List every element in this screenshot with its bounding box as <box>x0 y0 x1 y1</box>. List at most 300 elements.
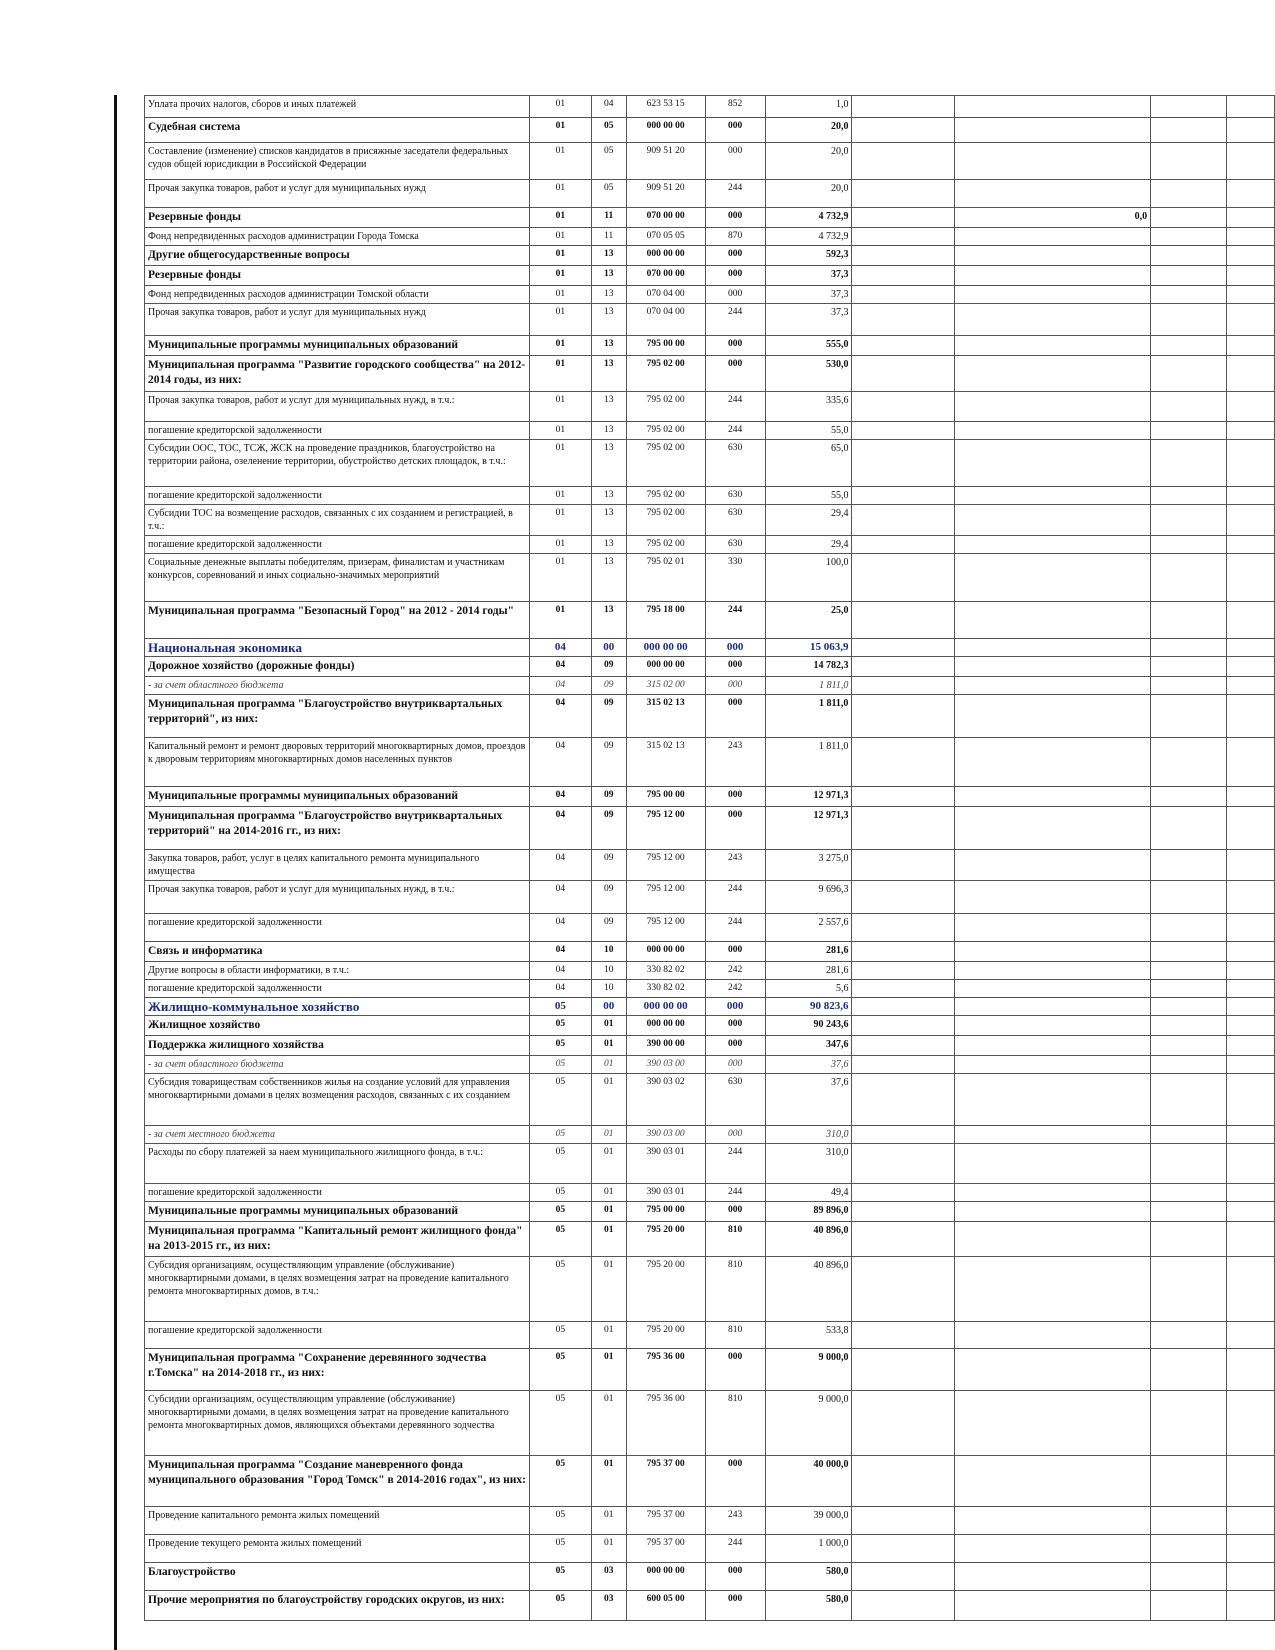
row-empty-cell <box>852 440 955 487</box>
table-row <box>145 304 1275 336</box>
row-extra-amount <box>955 1507 1151 1535</box>
row-name: Субсидия товариществам собственников жилья на создание условий для управления многоквартирными домами в целях возмещения расходов, связанных с их созданием <box>145 1074 530 1126</box>
row-extra-amount <box>955 998 1151 1016</box>
row-amount: 55,0 <box>765 422 852 440</box>
row-empty-cell <box>1227 1016 1275 1036</box>
row-empty-cell <box>1227 246 1275 266</box>
row-section-code: 05 <box>530 1144 592 1184</box>
row-empty-cell <box>1151 487 1227 505</box>
row-empty-cell <box>852 208 955 228</box>
row-empty-cell <box>852 787 955 807</box>
row-empty-cell <box>852 1056 955 1074</box>
row-empty-cell <box>1227 914 1275 942</box>
row-section-code: 05 <box>530 1126 592 1144</box>
table-row <box>145 228 1275 246</box>
row-empty-cell <box>852 336 955 356</box>
row-name: Жилищное хозяйство <box>145 1016 530 1036</box>
row-empty-cell <box>852 180 955 208</box>
row-expense-type: 000 <box>705 1036 765 1056</box>
row-empty-cell <box>852 1222 955 1257</box>
row-empty-cell <box>1151 850 1227 881</box>
row-amount: 20,0 <box>765 118 852 143</box>
row-target-article: 000 00 00 <box>626 998 705 1016</box>
row-target-article: 070 05 05 <box>626 228 705 246</box>
table-row <box>145 962 1275 980</box>
row-amount: 9 000,0 <box>765 1391 852 1456</box>
row-section-code: 01 <box>530 266 592 286</box>
row-section-code: 04 <box>530 914 592 942</box>
row-subsection-code: 13 <box>591 602 626 639</box>
row-expense-type: 000 <box>705 246 765 266</box>
row-empty-cell <box>852 980 955 998</box>
row-name: погашение кредиторской задолженности <box>145 487 530 505</box>
row-section-code: 05 <box>530 1349 592 1391</box>
row-target-article: 000 00 00 <box>626 1016 705 1036</box>
budget-table <box>144 95 1275 1621</box>
row-target-article: 909 51 20 <box>626 143 705 180</box>
row-section-code: 01 <box>530 487 592 505</box>
row-subsection-code: 13 <box>591 286 626 304</box>
row-expense-type: 244 <box>705 1535 765 1563</box>
row-subsection-code: 03 <box>591 1563 626 1591</box>
row-empty-cell <box>852 602 955 639</box>
row-empty-cell <box>1227 962 1275 980</box>
row-section-code: 01 <box>530 536 592 554</box>
row-extra-amount <box>955 286 1151 304</box>
table-row <box>145 143 1275 180</box>
row-empty-cell <box>1151 807 1227 850</box>
row-section-code: 05 <box>530 1563 592 1591</box>
row-empty-cell <box>852 536 955 554</box>
row-name: Муниципальная программа "Сохранение деревянного зодчества г.Томска" на 2014-2018 гг., из них: <box>145 1349 530 1391</box>
row-target-article: 315 02 13 <box>626 695 705 738</box>
row-section-code: 01 <box>530 143 592 180</box>
row-name: - за счет областного бюджета <box>145 677 530 695</box>
row-amount: 39 000,0 <box>765 1507 852 1535</box>
row-target-article: 795 00 00 <box>626 336 705 356</box>
row-empty-cell <box>852 1036 955 1056</box>
table-row <box>145 1056 1275 1074</box>
row-empty-cell <box>852 942 955 962</box>
row-empty-cell <box>1151 1074 1227 1126</box>
budget-table-body <box>145 96 1275 1621</box>
row-amount: 55,0 <box>765 487 852 505</box>
row-empty-cell <box>852 356 955 392</box>
row-extra-amount <box>955 554 1151 602</box>
table-row <box>145 487 1275 505</box>
row-extra-amount <box>955 1591 1151 1621</box>
row-empty-cell <box>852 505 955 536</box>
row-amount: 5,6 <box>765 980 852 998</box>
row-target-article: 000 00 00 <box>626 246 705 266</box>
row-amount: 15 063,9 <box>765 639 852 657</box>
row-empty-cell <box>852 695 955 738</box>
row-empty-cell <box>1227 1144 1275 1184</box>
row-expense-type: 243 <box>705 738 765 787</box>
row-target-article: 795 00 00 <box>626 1202 705 1222</box>
row-empty-cell <box>852 998 955 1016</box>
row-empty-cell <box>1151 392 1227 422</box>
row-empty-cell <box>852 1322 955 1349</box>
row-extra-amount <box>955 1056 1151 1074</box>
row-expense-type: 630 <box>705 505 765 536</box>
row-name: Субсидии организациям, осуществляющим управление (обслуживание) многоквартирными домами, в целях возмещения затрат на проведение капитального ремонта многоквартирных домов, являющихся объектами деревянного зодчества <box>145 1391 530 1456</box>
row-empty-cell <box>1227 505 1275 536</box>
table-row <box>145 336 1275 356</box>
row-amount: 20,0 <box>765 143 852 180</box>
row-empty-cell <box>1151 246 1227 266</box>
row-name: Муниципальная программа "Безопасный Город" на 2012 - 2014 годы" <box>145 602 530 639</box>
row-amount: 12 971,3 <box>765 807 852 850</box>
row-extra-amount <box>955 850 1151 881</box>
row-empty-cell <box>1151 881 1227 914</box>
row-name: - за счет местного бюджета <box>145 1126 530 1144</box>
row-expense-type: 000 <box>705 336 765 356</box>
row-empty-cell <box>852 807 955 850</box>
row-target-article: 795 12 00 <box>626 914 705 942</box>
row-section-code: 01 <box>530 392 592 422</box>
table-row <box>145 1202 1275 1222</box>
row-empty-cell <box>1151 96 1227 118</box>
row-empty-cell <box>852 286 955 304</box>
row-expense-type: 000 <box>705 787 765 807</box>
row-section-code: 04 <box>530 639 592 657</box>
row-empty-cell <box>852 422 955 440</box>
row-section-code: 04 <box>530 657 592 677</box>
row-subsection-code: 13 <box>591 304 626 336</box>
row-section-code: 05 <box>530 1056 592 1074</box>
row-empty-cell <box>1151 1222 1227 1257</box>
row-empty-cell <box>852 392 955 422</box>
row-section-code: 05 <box>530 1391 592 1456</box>
row-extra-amount <box>955 1535 1151 1563</box>
row-section-code: 04 <box>530 942 592 962</box>
row-subsection-code: 01 <box>591 1074 626 1126</box>
row-expense-type: 243 <box>705 850 765 881</box>
row-name: Прочая закупка товаров, работ и услуг для муниципальных нужд, в т.ч.: <box>145 392 530 422</box>
row-target-article: 390 03 00 <box>626 1056 705 1074</box>
table-row <box>145 695 1275 738</box>
row-target-article: 390 03 01 <box>626 1144 705 1184</box>
row-empty-cell <box>1151 1322 1227 1349</box>
row-expense-type: 244 <box>705 304 765 336</box>
row-empty-cell <box>1151 1535 1227 1563</box>
row-target-article: 795 20 00 <box>626 1322 705 1349</box>
row-subsection-code: 13 <box>591 505 626 536</box>
row-empty-cell <box>1227 1202 1275 1222</box>
row-empty-cell <box>1151 1507 1227 1535</box>
row-empty-cell <box>1227 602 1275 639</box>
row-target-article: 795 18 00 <box>626 602 705 639</box>
row-target-article: 330 82 02 <box>626 980 705 998</box>
row-empty-cell <box>1151 1016 1227 1036</box>
row-empty-cell <box>852 738 955 787</box>
row-target-article: 000 00 00 <box>626 639 705 657</box>
row-empty-cell <box>852 1184 955 1202</box>
row-subsection-code: 01 <box>591 1349 626 1391</box>
row-empty-cell <box>1151 505 1227 536</box>
row-target-article: 795 02 00 <box>626 487 705 505</box>
row-empty-cell <box>1151 787 1227 807</box>
row-empty-cell <box>1151 440 1227 487</box>
row-name: Прочая закупка товаров, работ и услуг для муниципальных нужд <box>145 304 530 336</box>
row-target-article: 000 00 00 <box>626 118 705 143</box>
row-extra-amount <box>955 914 1151 942</box>
row-extra-amount <box>955 487 1151 505</box>
row-empty-cell <box>1151 1056 1227 1074</box>
row-target-article: 000 00 00 <box>626 1563 705 1591</box>
row-extra-amount <box>955 96 1151 118</box>
row-amount: 2 557,6 <box>765 914 852 942</box>
row-empty-cell <box>1151 1563 1227 1591</box>
row-empty-cell <box>1151 1126 1227 1144</box>
row-empty-cell <box>852 96 955 118</box>
row-subsection-code: 05 <box>591 118 626 143</box>
table-row <box>145 1591 1275 1621</box>
row-expense-type: 244 <box>705 392 765 422</box>
table-row <box>145 639 1275 657</box>
row-empty-cell <box>852 1144 955 1184</box>
row-extra-amount <box>955 1222 1151 1257</box>
row-empty-cell <box>1227 1257 1275 1322</box>
row-name: погашение кредиторской задолженности <box>145 536 530 554</box>
row-section-code: 01 <box>530 356 592 392</box>
row-section-code: 01 <box>530 180 592 208</box>
row-expense-type: 244 <box>705 881 765 914</box>
row-subsection-code: 01 <box>591 1016 626 1036</box>
table-row <box>145 1456 1275 1507</box>
row-extra-amount <box>955 738 1151 787</box>
row-name: Муниципальные программы муниципальных образований <box>145 1202 530 1222</box>
row-empty-cell <box>1227 1456 1275 1507</box>
row-empty-cell <box>852 143 955 180</box>
row-expense-type: 244 <box>705 914 765 942</box>
row-section-code: 04 <box>530 962 592 980</box>
row-extra-amount <box>955 356 1151 392</box>
table-row <box>145 392 1275 422</box>
table-row <box>145 942 1275 962</box>
row-subsection-code: 03 <box>591 1591 626 1621</box>
row-empty-cell <box>1151 536 1227 554</box>
row-empty-cell <box>852 1535 955 1563</box>
row-name: Прочая закупка товаров, работ и услуг для муниципальных нужд <box>145 180 530 208</box>
row-empty-cell <box>1151 336 1227 356</box>
row-amount: 25,0 <box>765 602 852 639</box>
row-target-article: 000 00 00 <box>626 657 705 677</box>
row-subsection-code: 00 <box>591 998 626 1016</box>
row-extra-amount <box>955 942 1151 962</box>
row-name: Капитальный ремонт и ремонт дворовых территорий многоквартирных домов, проездов к дворовым территориям многоквартирных домов населенных пунктов <box>145 738 530 787</box>
row-amount: 4 732,9 <box>765 228 852 246</box>
row-empty-cell <box>1151 554 1227 602</box>
table-row <box>145 1257 1275 1322</box>
page-left-rule <box>114 95 117 1650</box>
row-name: Муниципальная программа "Создание маневренного фонда муниципального образования "Город Томск" в 2014-2016 годах", из них: <box>145 1456 530 1507</box>
row-name: Субсидия организациям, осуществляющим управление (обслуживание) многоквартирными домами, в целях возмещения затрат на проведение капитального ремонта многоквартирных домов, в т.ч.: <box>145 1257 530 1322</box>
row-amount: 1 811,0 <box>765 677 852 695</box>
row-empty-cell <box>1227 487 1275 505</box>
row-amount: 281,6 <box>765 942 852 962</box>
row-section-code: 01 <box>530 602 592 639</box>
row-subsection-code: 10 <box>591 962 626 980</box>
row-empty-cell <box>1151 639 1227 657</box>
row-section-code: 05 <box>530 1074 592 1126</box>
row-subsection-code: 05 <box>591 143 626 180</box>
row-empty-cell <box>852 304 955 336</box>
row-amount: 20,0 <box>765 180 852 208</box>
row-name: Уплата прочих налогов, сборов и иных платежей <box>145 96 530 118</box>
table-row <box>145 1535 1275 1563</box>
row-empty-cell <box>1151 677 1227 695</box>
row-empty-cell <box>1227 1349 1275 1391</box>
table-row <box>145 1074 1275 1126</box>
row-section-code: 05 <box>530 1016 592 1036</box>
row-name: Дорожное хозяйство (дорожные фонды) <box>145 657 530 677</box>
row-name: погашение кредиторской задолженности <box>145 914 530 942</box>
row-amount: 592,3 <box>765 246 852 266</box>
row-section-code: 01 <box>530 554 592 602</box>
table-row <box>145 1349 1275 1391</box>
row-expense-type: 244 <box>705 1144 765 1184</box>
row-empty-cell <box>1227 850 1275 881</box>
row-empty-cell <box>1227 738 1275 787</box>
row-amount: 4 732,9 <box>765 208 852 228</box>
table-row <box>145 677 1275 695</box>
row-empty-cell <box>1227 356 1275 392</box>
row-extra-amount <box>955 336 1151 356</box>
row-extra-amount <box>955 505 1151 536</box>
row-section-code: 05 <box>530 1591 592 1621</box>
row-name: Муниципальные программы муниципальных образований <box>145 787 530 807</box>
row-subsection-code: 04 <box>591 96 626 118</box>
row-empty-cell <box>1151 1391 1227 1456</box>
table-row <box>145 1563 1275 1591</box>
row-empty-cell <box>1227 1507 1275 1535</box>
row-empty-cell <box>1227 208 1275 228</box>
row-target-article: 795 02 00 <box>626 356 705 392</box>
row-empty-cell <box>1227 639 1275 657</box>
row-subsection-code: 09 <box>591 738 626 787</box>
row-empty-cell <box>852 1016 955 1036</box>
row-name: Прочая закупка товаров, работ и услуг для муниципальных нужд, в т.ч.: <box>145 881 530 914</box>
table-row <box>145 536 1275 554</box>
row-name: Муниципальная программа "Капитальный ремонт жилищного фонда" на 2013-2015 гг., из них: <box>145 1222 530 1257</box>
row-section-code: 04 <box>530 807 592 850</box>
table-row <box>145 1036 1275 1056</box>
row-name: Субсидии ТОС на возмещение расходов, связанных с их созданием и регистрацией, в т.ч.: <box>145 505 530 536</box>
row-amount: 310,0 <box>765 1126 852 1144</box>
row-section-code: 01 <box>530 96 592 118</box>
row-empty-cell <box>1151 962 1227 980</box>
row-section-code: 01 <box>530 422 592 440</box>
row-extra-amount <box>955 1349 1151 1391</box>
row-extra-amount <box>955 1036 1151 1056</box>
row-empty-cell <box>852 487 955 505</box>
row-subsection-code: 09 <box>591 695 626 738</box>
row-subsection-code: 01 <box>591 1222 626 1257</box>
row-empty-cell <box>1151 1349 1227 1391</box>
row-empty-cell <box>1227 118 1275 143</box>
table-row <box>145 980 1275 998</box>
row-subsection-code: 01 <box>591 1144 626 1184</box>
row-extra-amount <box>955 422 1151 440</box>
row-empty-cell <box>1227 422 1275 440</box>
row-subsection-code: 09 <box>591 850 626 881</box>
row-empty-cell <box>1227 1322 1275 1349</box>
row-expense-type: 244 <box>705 602 765 639</box>
row-empty-cell <box>852 1591 955 1621</box>
row-expense-type: 244 <box>705 422 765 440</box>
row-expense-type: 330 <box>705 554 765 602</box>
row-empty-cell <box>1227 980 1275 998</box>
row-extra-amount <box>955 639 1151 657</box>
row-empty-cell <box>1227 1535 1275 1563</box>
row-name: Проведение текущего ремонта жилых помещений <box>145 1535 530 1563</box>
table-row <box>145 266 1275 286</box>
row-target-article: 795 02 00 <box>626 392 705 422</box>
row-amount: 40 000,0 <box>765 1456 852 1507</box>
row-empty-cell <box>1151 1144 1227 1184</box>
row-extra-amount <box>955 1144 1151 1184</box>
table-row <box>145 118 1275 143</box>
row-target-article: 390 00 00 <box>626 1036 705 1056</box>
row-extra-amount: 0,0 <box>955 208 1151 228</box>
row-empty-cell <box>1151 356 1227 392</box>
row-empty-cell <box>1227 1074 1275 1126</box>
row-target-article: 795 02 00 <box>626 536 705 554</box>
row-amount: 37,6 <box>765 1056 852 1074</box>
row-empty-cell <box>852 657 955 677</box>
row-target-article: 070 04 00 <box>626 304 705 336</box>
row-empty-cell <box>1227 554 1275 602</box>
row-empty-cell <box>1227 392 1275 422</box>
row-expense-type: 244 <box>705 1184 765 1202</box>
row-empty-cell <box>1151 657 1227 677</box>
row-empty-cell <box>1151 266 1227 286</box>
row-target-article: 330 82 02 <box>626 962 705 980</box>
row-expense-type: 000 <box>705 118 765 143</box>
row-empty-cell <box>852 118 955 143</box>
row-target-article: 795 02 01 <box>626 554 705 602</box>
row-name: Социальные денежные выплаты победителям, призерам, финалистам и участникам конкурсов, соревнований и иных социально-значимых мероприятий <box>145 554 530 602</box>
row-section-code: 01 <box>530 336 592 356</box>
row-subsection-code: 01 <box>591 1535 626 1563</box>
row-empty-cell <box>852 1349 955 1391</box>
row-empty-cell <box>1227 881 1275 914</box>
row-name: Фонд непредвиденных расходов администрации Томской области <box>145 286 530 304</box>
row-expense-type: 000 <box>705 695 765 738</box>
row-target-article: 795 12 00 <box>626 881 705 914</box>
row-extra-amount <box>955 536 1151 554</box>
row-empty-cell <box>1227 96 1275 118</box>
row-section-code: 05 <box>530 1184 592 1202</box>
row-target-article: 390 03 01 <box>626 1184 705 1202</box>
row-subsection-code: 10 <box>591 942 626 962</box>
row-amount: 40 896,0 <box>765 1257 852 1322</box>
row-section-code: 05 <box>530 1507 592 1535</box>
row-amount: 335,6 <box>765 392 852 422</box>
row-subsection-code: 10 <box>591 980 626 998</box>
row-name: Резервные фонды <box>145 266 530 286</box>
row-extra-amount <box>955 980 1151 998</box>
row-empty-cell <box>852 1126 955 1144</box>
row-section-code: 04 <box>530 850 592 881</box>
row-expense-type: 000 <box>705 677 765 695</box>
row-name: Составление (изменение) списков кандидатов в присяжные заседатели федеральных судов общей юрисдикции в Российской Федерации <box>145 143 530 180</box>
row-amount: 14 782,3 <box>765 657 852 677</box>
row-empty-cell <box>1227 787 1275 807</box>
row-extra-amount <box>955 1074 1151 1126</box>
